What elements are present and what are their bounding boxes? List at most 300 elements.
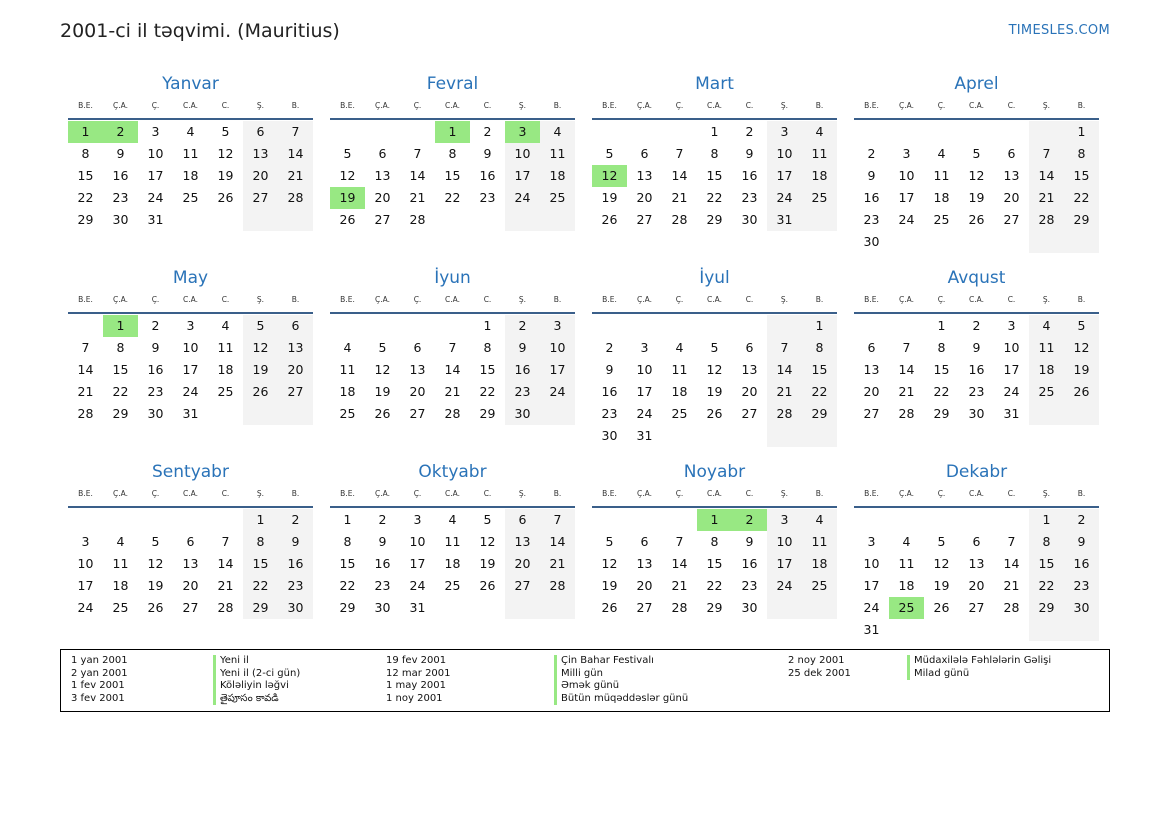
day-cell[interactable]: 20 (182, 578, 199, 593)
day-cell[interactable]: 18 (802, 165, 837, 187)
day-cell[interactable]: 29 (339, 600, 356, 615)
day-cell[interactable]: 13 (636, 556, 653, 571)
day-cell[interactable]: 5 (605, 146, 614, 161)
day-cell[interactable]: 2 (483, 124, 492, 139)
day-cell[interactable]: 5 (972, 146, 981, 161)
day-cell[interactable]: 12 (592, 165, 627, 187)
day-cell[interactable]: 4 (540, 121, 575, 143)
day-cell[interactable]: 31 (147, 212, 164, 227)
day-cell[interactable]: 30 (863, 234, 880, 249)
day-cell[interactable]: 19 (601, 190, 618, 205)
day-cell[interactable]: 25 (802, 187, 837, 209)
day-cell[interactable]: 21 (278, 165, 313, 187)
day-cell[interactable]: 20 (741, 384, 758, 399)
day-cell[interactable]: 1 (483, 318, 492, 333)
day-cell[interactable]: 15 (77, 168, 94, 183)
day-cell[interactable]: 10 (898, 168, 915, 183)
day-cell[interactable]: 28 (409, 212, 426, 227)
day-cell[interactable]: 1 (68, 121, 103, 143)
day-cell[interactable]: 27 (968, 600, 985, 615)
day-cell[interactable]: 19 (968, 190, 985, 205)
day-cell[interactable]: 29 (77, 212, 94, 227)
day-cell[interactable]: 15 (444, 168, 461, 183)
day-cell[interactable]: 27 (505, 575, 540, 597)
day-cell[interactable]: 1 (1064, 121, 1099, 143)
day-cell[interactable]: 12 (601, 556, 618, 571)
day-cell[interactable]: 24 (767, 187, 802, 209)
day-cell[interactable]: 22 (444, 190, 461, 205)
day-cell[interactable]: 29 (112, 406, 129, 421)
day-cell[interactable]: 14 (767, 359, 802, 381)
day-cell[interactable]: 30 (741, 600, 758, 615)
day-cell[interactable]: 3 (867, 534, 876, 549)
day-cell[interactable]: 13 (278, 337, 313, 359)
day-cell[interactable]: 25 (933, 212, 950, 227)
day-cell[interactable]: 18 (112, 578, 129, 593)
day-cell[interactable]: 12 (1064, 337, 1099, 359)
day-cell[interactable]: 4 (802, 121, 837, 143)
day-cell[interactable]: 7 (448, 340, 457, 355)
day-cell[interactable]: 13 (243, 143, 278, 165)
day-cell[interactable]: 15 (339, 556, 356, 571)
day-cell[interactable]: 8 (483, 340, 492, 355)
day-cell[interactable]: 30 (968, 406, 985, 421)
day-cell[interactable]: 3 (767, 121, 802, 143)
day-cell[interactable]: 26 (601, 212, 618, 227)
day-cell[interactable]: 17 (636, 384, 653, 399)
day-cell[interactable]: 24 (863, 600, 880, 615)
day-cell[interactable]: 25 (802, 575, 837, 597)
site-link[interactable]: TIMESLES.COM (1008, 23, 1110, 38)
day-cell[interactable]: 29 (1029, 597, 1064, 619)
day-cell[interactable]: 18 (540, 165, 575, 187)
day-cell[interactable]: 5 (343, 146, 352, 161)
day-cell[interactable]: 19 (374, 384, 391, 399)
day-cell[interactable]: 2 (505, 315, 540, 337)
day-cell[interactable]: 22 (802, 381, 837, 403)
day-cell[interactable]: 25 (671, 406, 688, 421)
day-cell[interactable]: 14 (409, 168, 426, 183)
day-cell[interactable]: 7 (221, 534, 230, 549)
day-cell[interactable]: 26 (243, 381, 278, 403)
day-cell[interactable]: 12 (968, 168, 985, 183)
day-cell[interactable]: 11 (671, 362, 688, 377)
day-cell[interactable]: 16 (374, 556, 391, 571)
day-cell[interactable]: 16 (601, 384, 618, 399)
day-cell[interactable]: 14 (671, 556, 688, 571)
day-cell[interactable]: 12 (217, 146, 234, 161)
day-cell[interactable]: 20 (505, 553, 540, 575)
day-cell[interactable]: 21 (444, 384, 461, 399)
day-cell[interactable]: 20 (409, 384, 426, 399)
day-cell[interactable]: 6 (186, 534, 195, 549)
day-cell[interactable]: 18 (217, 362, 234, 377)
day-cell[interactable]: 8 (710, 146, 719, 161)
day-cell[interactable]: 25 (339, 406, 356, 421)
day-cell[interactable]: 16 (968, 362, 985, 377)
day-cell[interactable]: 28 (444, 406, 461, 421)
day-cell[interactable]: 31 (767, 209, 802, 231)
day-cell[interactable]: 4 (675, 340, 684, 355)
day-cell[interactable]: 2 (151, 318, 160, 333)
day-cell[interactable]: 13 (863, 362, 880, 377)
day-cell[interactable]: 3 (540, 315, 575, 337)
day-cell[interactable]: 5 (378, 340, 387, 355)
day-cell[interactable]: 20 (863, 384, 880, 399)
day-cell[interactable]: 26 (968, 212, 985, 227)
day-cell[interactable]: 10 (182, 340, 199, 355)
day-cell[interactable]: 5 (1064, 315, 1099, 337)
day-cell[interactable]: 16 (505, 359, 540, 381)
day-cell[interactable]: 22 (1064, 187, 1099, 209)
day-cell[interactable]: 12 (243, 337, 278, 359)
day-cell[interactable]: 28 (540, 575, 575, 597)
day-cell[interactable]: 4 (186, 124, 195, 139)
day-cell[interactable]: 21 (77, 384, 94, 399)
day-cell[interactable]: 12 (706, 362, 723, 377)
day-cell[interactable]: 16 (863, 190, 880, 205)
day-cell[interactable]: 12 (479, 534, 496, 549)
day-cell[interactable]: 9 (605, 362, 614, 377)
day-cell[interactable]: 28 (217, 600, 234, 615)
day-cell[interactable]: 25 (182, 190, 199, 205)
day-cell[interactable]: 22 (1029, 575, 1064, 597)
day-cell[interactable]: 26 (706, 406, 723, 421)
day-cell[interactable]: 22 (77, 190, 94, 205)
day-cell[interactable]: 16 (741, 556, 758, 571)
day-cell[interactable]: 27 (1003, 212, 1020, 227)
day-cell[interactable]: 20 (374, 190, 391, 205)
day-cell[interactable]: 24 (77, 600, 94, 615)
day-cell[interactable]: 12 (339, 168, 356, 183)
day-cell[interactable]: 20 (636, 190, 653, 205)
day-cell[interactable]: 13 (409, 362, 426, 377)
day-cell[interactable]: 7 (1007, 534, 1016, 549)
day-cell[interactable]: 2 (103, 121, 138, 143)
day-cell[interactable]: 28 (1029, 209, 1064, 231)
day-cell[interactable]: 6 (1007, 146, 1016, 161)
day-cell[interactable]: 19 (601, 578, 618, 593)
day-cell[interactable]: 9 (278, 531, 313, 553)
day-cell[interactable]: 9 (745, 146, 754, 161)
day-cell[interactable]: 4 (448, 512, 457, 527)
day-cell[interactable]: 10 (863, 556, 880, 571)
day-cell[interactable]: 18 (933, 190, 950, 205)
day-cell[interactable]: 16 (741, 168, 758, 183)
day-cell[interactable]: 14 (278, 143, 313, 165)
day-cell[interactable]: 9 (745, 534, 754, 549)
day-cell[interactable]: 10 (767, 531, 802, 553)
day-cell[interactable]: 23 (374, 578, 391, 593)
day-cell[interactable]: 17 (147, 168, 164, 183)
day-cell[interactable]: 30 (278, 597, 313, 619)
day-cell[interactable]: 11 (802, 531, 837, 553)
day-cell[interactable]: 16 (278, 553, 313, 575)
day-cell[interactable]: 17 (767, 553, 802, 575)
day-cell[interactable]: 17 (540, 359, 575, 381)
day-cell[interactable]: 24 (505, 187, 540, 209)
day-cell[interactable]: 26 (217, 190, 234, 205)
day-cell[interactable]: 9 (116, 146, 125, 161)
day-cell[interactable]: 2 (732, 509, 767, 531)
day-cell[interactable]: 3 (640, 340, 649, 355)
day-cell[interactable]: 8 (448, 146, 457, 161)
day-cell[interactable]: 23 (863, 212, 880, 227)
day-cell[interactable]: 20 (1003, 190, 1020, 205)
day-cell[interactable]: 18 (802, 553, 837, 575)
day-cell[interactable]: 24 (1003, 384, 1020, 399)
day-cell[interactable]: 31 (1003, 406, 1020, 421)
day-cell[interactable]: 25 (444, 578, 461, 593)
day-cell[interactable]: 26 (933, 600, 950, 615)
day-cell[interactable]: 14 (444, 362, 461, 377)
day-cell[interactable]: 8 (1064, 143, 1099, 165)
day-cell[interactable]: 23 (1064, 575, 1099, 597)
day-cell[interactable]: 1 (937, 318, 946, 333)
day-cell[interactable]: 1 (103, 315, 138, 337)
day-cell[interactable]: 17 (767, 165, 802, 187)
day-cell[interactable]: 11 (182, 146, 199, 161)
day-cell[interactable]: 11 (444, 534, 461, 549)
day-cell[interactable]: 6 (413, 340, 422, 355)
day-cell[interactable]: 8 (710, 534, 719, 549)
day-cell[interactable]: 28 (278, 187, 313, 209)
day-cell[interactable]: 18 (1029, 359, 1064, 381)
day-cell[interactable]: 24 (636, 406, 653, 421)
day-cell[interactable]: 2 (278, 509, 313, 531)
day-cell[interactable]: 26 (374, 406, 391, 421)
day-cell[interactable]: 23 (112, 190, 129, 205)
day-cell[interactable]: 13 (968, 556, 985, 571)
day-cell[interactable]: 21 (540, 553, 575, 575)
day-cell[interactable]: 1 (343, 512, 352, 527)
day-cell[interactable]: 21 (1003, 578, 1020, 593)
day-cell[interactable]: 15 (479, 362, 496, 377)
day-cell[interactable]: 25 (217, 384, 234, 399)
day-cell[interactable]: 22 (112, 384, 129, 399)
day-cell[interactable]: 7 (767, 337, 802, 359)
day-cell[interactable]: 21 (898, 384, 915, 399)
day-cell[interactable]: 12 (147, 556, 164, 571)
day-cell[interactable]: 15 (706, 556, 723, 571)
day-cell[interactable]: 17 (182, 362, 199, 377)
day-cell[interactable]: 17 (898, 190, 915, 205)
day-cell[interactable]: 9 (505, 337, 540, 359)
day-cell[interactable]: 4 (116, 534, 125, 549)
day-cell[interactable]: 14 (671, 168, 688, 183)
day-cell[interactable]: 13 (505, 531, 540, 553)
day-cell[interactable]: 26 (601, 600, 618, 615)
day-cell[interactable]: 27 (741, 406, 758, 421)
day-cell[interactable]: 6 (505, 509, 540, 531)
day-cell[interactable]: 7 (540, 509, 575, 531)
day-cell[interactable]: 25 (540, 187, 575, 209)
day-cell[interactable]: 25 (889, 597, 924, 619)
day-cell[interactable]: 21 (671, 578, 688, 593)
day-cell[interactable]: 21 (409, 190, 426, 205)
day-cell[interactable]: 27 (863, 406, 880, 421)
day-cell[interactable]: 21 (671, 190, 688, 205)
day-cell[interactable]: 5 (710, 340, 719, 355)
day-cell[interactable]: 28 (767, 403, 802, 425)
day-cell[interactable]: 22 (706, 190, 723, 205)
day-cell[interactable]: 8 (802, 337, 837, 359)
day-cell[interactable]: 9 (867, 168, 876, 183)
day-cell[interactable]: 27 (243, 187, 278, 209)
day-cell[interactable]: 23 (601, 406, 618, 421)
day-cell[interactable]: 24 (182, 384, 199, 399)
day-cell[interactable]: 31 (409, 600, 426, 615)
day-cell[interactable]: 28 (671, 212, 688, 227)
day-cell[interactable]: 20 (636, 578, 653, 593)
day-cell[interactable]: 30 (112, 212, 129, 227)
day-cell[interactable]: 8 (116, 340, 125, 355)
day-cell[interactable]: 21 (1029, 187, 1064, 209)
day-cell[interactable]: 17 (409, 556, 426, 571)
day-cell[interactable]: 19 (147, 578, 164, 593)
day-cell[interactable]: 12 (933, 556, 950, 571)
day-cell[interactable]: 1 (243, 509, 278, 531)
day-cell[interactable]: 4 (343, 340, 352, 355)
day-cell[interactable]: 6 (972, 534, 981, 549)
day-cell[interactable]: 1 (697, 509, 732, 531)
day-cell[interactable]: 20 (278, 359, 313, 381)
day-cell[interactable]: 2 (378, 512, 387, 527)
day-cell[interactable]: 7 (278, 121, 313, 143)
day-cell[interactable]: 6 (278, 315, 313, 337)
day-cell[interactable]: 23 (505, 381, 540, 403)
day-cell[interactable]: 8 (81, 146, 90, 161)
day-cell[interactable]: 13 (741, 362, 758, 377)
day-cell[interactable]: 8 (937, 340, 946, 355)
day-cell[interactable]: 14 (1029, 165, 1064, 187)
day-cell[interactable]: 29 (933, 406, 950, 421)
day-cell[interactable]: 21 (767, 381, 802, 403)
day-cell[interactable]: 5 (221, 124, 230, 139)
day-cell[interactable]: 13 (1003, 168, 1020, 183)
day-cell[interactable]: 10 (767, 143, 802, 165)
day-cell[interactable]: 19 (933, 578, 950, 593)
day-cell[interactable]: 3 (413, 512, 422, 527)
day-cell[interactable]: 12 (374, 362, 391, 377)
day-cell[interactable]: 30 (374, 600, 391, 615)
day-cell[interactable]: 31 (182, 406, 199, 421)
day-cell[interactable]: 11 (339, 362, 356, 377)
day-cell[interactable]: 13 (636, 168, 653, 183)
day-cell[interactable]: 29 (706, 212, 723, 227)
day-cell[interactable]: 14 (1003, 556, 1020, 571)
day-cell[interactable]: 4 (221, 318, 230, 333)
day-cell[interactable]: 2 (745, 124, 754, 139)
day-cell[interactable]: 2 (605, 340, 614, 355)
day-cell[interactable]: 19 (330, 187, 365, 209)
day-cell[interactable]: 29 (243, 597, 278, 619)
day-cell[interactable]: 4 (902, 534, 911, 549)
day-cell[interactable]: 28 (77, 406, 94, 421)
day-cell[interactable]: 26 (479, 578, 496, 593)
day-cell[interactable]: 15 (243, 553, 278, 575)
day-cell[interactable]: 2 (1064, 509, 1099, 531)
day-cell[interactable]: 14 (217, 556, 234, 571)
day-cell[interactable]: 17 (77, 578, 94, 593)
day-cell[interactable]: 20 (243, 165, 278, 187)
day-cell[interactable]: 8 (243, 531, 278, 553)
day-cell[interactable]: 9 (483, 146, 492, 161)
day-cell[interactable]: 2 (867, 146, 876, 161)
day-cell[interactable]: 18 (182, 168, 199, 183)
day-cell[interactable]: 29 (706, 600, 723, 615)
day-cell[interactable]: 22 (479, 384, 496, 399)
day-cell[interactable]: 23 (741, 578, 758, 593)
day-cell[interactable]: 24 (409, 578, 426, 593)
day-cell[interactable]: 24 (147, 190, 164, 205)
day-cell[interactable]: 27 (374, 212, 391, 227)
day-cell[interactable]: 11 (112, 556, 129, 571)
day-cell[interactable]: 30 (147, 406, 164, 421)
day-cell[interactable]: 28 (898, 406, 915, 421)
day-cell[interactable]: 25 (112, 600, 129, 615)
day-cell[interactable]: 26 (339, 212, 356, 227)
day-cell[interactable]: 24 (767, 575, 802, 597)
day-cell[interactable]: 29 (802, 403, 837, 425)
day-cell[interactable]: 5 (605, 534, 614, 549)
day-cell[interactable]: 5 (937, 534, 946, 549)
day-cell[interactable]: 22 (933, 384, 950, 399)
day-cell[interactable]: 15 (802, 359, 837, 381)
day-cell[interactable]: 11 (217, 340, 234, 355)
day-cell[interactable]: 13 (182, 556, 199, 571)
day-cell[interactable]: 24 (540, 381, 575, 403)
day-cell[interactable]: 16 (479, 168, 496, 183)
day-cell[interactable]: 27 (278, 381, 313, 403)
day-cell[interactable]: 10 (636, 362, 653, 377)
day-cell[interactable]: 4 (802, 509, 837, 531)
day-cell[interactable]: 6 (745, 340, 754, 355)
day-cell[interactable]: 28 (1003, 600, 1020, 615)
day-cell[interactable]: 5 (483, 512, 492, 527)
day-cell[interactable]: 23 (147, 384, 164, 399)
day-cell[interactable]: 17 (863, 578, 880, 593)
day-cell[interactable]: 7 (675, 146, 684, 161)
day-cell[interactable]: 15 (933, 362, 950, 377)
day-cell[interactable]: 14 (77, 362, 94, 377)
day-cell[interactable]: 10 (147, 146, 164, 161)
day-cell[interactable]: 17 (1003, 362, 1020, 377)
day-cell[interactable]: 2 (972, 318, 981, 333)
day-cell[interactable]: 16 (147, 362, 164, 377)
day-cell[interactable]: 18 (339, 384, 356, 399)
day-cell[interactable]: 30 (505, 403, 540, 425)
day-cell[interactable]: 18 (898, 578, 915, 593)
day-cell[interactable]: 9 (378, 534, 387, 549)
day-cell[interactable]: 10 (505, 143, 540, 165)
day-cell[interactable]: 31 (863, 622, 880, 637)
day-cell[interactable]: 23 (278, 575, 313, 597)
day-cell[interactable]: 27 (409, 406, 426, 421)
day-cell[interactable]: 17 (505, 165, 540, 187)
day-cell[interactable]: 19 (217, 168, 234, 183)
day-cell[interactable]: 9 (1064, 531, 1099, 553)
day-cell[interactable]: 20 (968, 578, 985, 593)
day-cell[interactable]: 11 (540, 143, 575, 165)
day-cell[interactable]: 29 (1064, 209, 1099, 231)
day-cell[interactable]: 7 (902, 340, 911, 355)
day-cell[interactable]: 23 (741, 190, 758, 205)
day-cell[interactable]: 6 (640, 534, 649, 549)
day-cell[interactable]: 18 (671, 384, 688, 399)
day-cell[interactable]: 5 (151, 534, 160, 549)
day-cell[interactable]: 23 (479, 190, 496, 205)
